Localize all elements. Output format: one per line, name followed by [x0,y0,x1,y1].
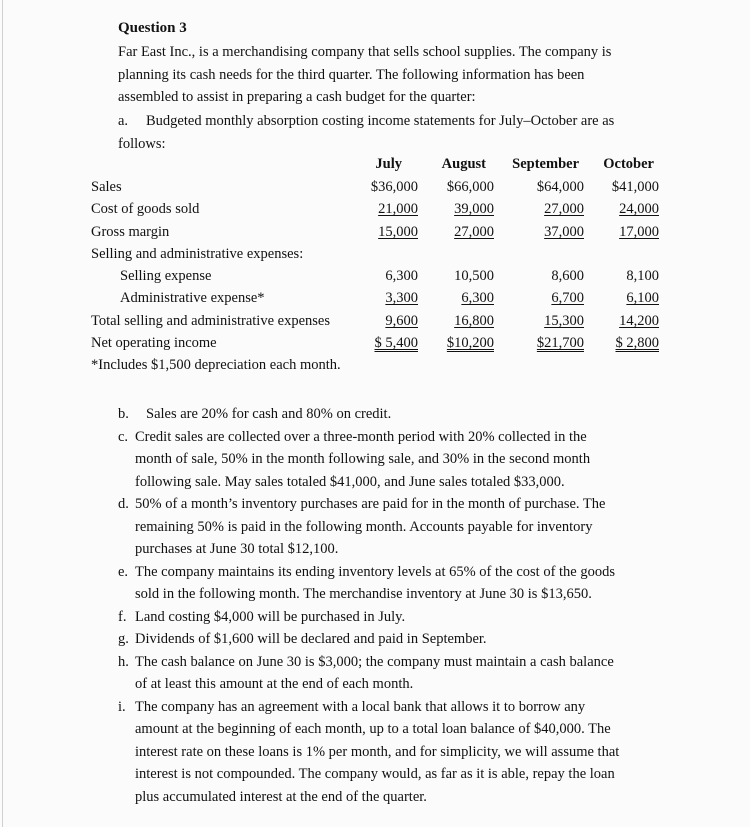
cell-selling-september: 8,600 [551,268,584,284]
item-marker: d. [118,496,129,512]
item-marker: g. [118,631,129,647]
cell-sales-september: $64,000 [536,179,584,195]
cell-admin-october: 6,100 [626,290,659,306]
column-header-september: September [512,156,579,172]
item-line: Dividends of $1,600 will be declared and paid in September. [135,631,487,647]
row-label-total-sga: Total selling and administrative expenses [91,313,330,329]
cell-noi-august: $10,200 [446,335,494,351]
item-a-marker: a. [118,113,129,129]
item-line: The company has an agreement with a local bank that allows it to borrow any [135,698,586,715]
cell-sales-july: $36,000 [370,179,418,195]
item-line: 50% of a month’s inventory purchases are paid for in the month of purchase. The [135,496,606,512]
cell-gross-margin-october: 17,000 [619,224,659,240]
cell-cogs-september: 27,000 [544,201,584,217]
item-marker: f. [118,608,127,625]
cell-total-sga-august: 16,800 [454,313,494,329]
item-marker: c. [118,428,129,445]
row-label-admin-expense: Administrative expense* [120,290,265,306]
row-label-selling-expense: Selling expense [120,268,212,284]
column-header-august: August [441,156,486,172]
list-item-h [118,651,658,696]
cell-noi-october: $ 2,800 [615,335,659,351]
item-line: purchases at June 30 total $12,100. [135,541,339,557]
cell-gross-margin-july: 15,000 [378,224,418,240]
list-item-f [118,606,658,629]
row-label-net-operating-income: Net operating income [91,335,217,351]
cell-noi-july: $ 5,400 [374,335,418,351]
cell-sales-august: $66,000 [446,179,494,195]
item-marker: i. [118,698,126,715]
cell-total-sga-july: 9,600 [385,313,418,329]
cell-noi-september: $21,700 [536,335,584,351]
list-item-e [118,561,658,606]
item-line: Sales are 20% for cash and 80% on credit. [146,406,392,422]
intro-paragraph [118,41,658,109]
row-label-gross-margin: Gross margin [91,224,170,240]
page-edge-line [2,0,3,827]
item-marker: b. [118,406,129,422]
column-header-july: July [375,156,402,172]
table-footnote: *Includes $1,500 depreciation each month. [91,357,341,373]
item-line: sold in the following month. The merchandise inventory at June 30 is $13,650. [135,586,592,602]
item-a-line: follows: [118,135,166,152]
item-line: remaining 50% is paid in the following month. Accounts payable for inventory [135,518,593,535]
item-line: interest is not compounded. The company would, as far as it is able, repay the loan [135,766,615,782]
items-list [118,403,658,808]
list-item-c [118,426,658,494]
cell-total-sga-september: 15,300 [544,313,584,329]
row-label-sales: Sales [91,179,122,195]
list-item-d [118,493,658,561]
item-marker: h. [118,653,129,670]
item-marker: e. [118,563,129,580]
item-a-line: Budgeted monthly absorption costing income statements for July–October are as [146,113,615,129]
intro-line: assembled to assist in preparing a cash budget for the quarter: [118,89,476,105]
cell-sales-october: $41,000 [611,179,659,195]
item-line: Credit sales are collected over a three-month period with 20% collected in the [135,428,587,445]
column-header-october: October [603,156,654,172]
cell-selling-august: 10,500 [454,268,494,284]
item-line: of at least this amount at the end of each month. [135,676,414,692]
list-item-i [118,696,658,809]
row-label-sga-header: Selling and administrative expenses: [91,246,304,262]
cell-cogs-july: 21,000 [378,201,418,217]
intro-line: planning its cash needs for the third quarter. The following information has been [118,66,585,83]
item-line: plus accumulated interest at the end of the quarter. [135,788,427,805]
question-title: Question 3 [118,20,187,36]
item-line: The company maintains its ending inventory levels at 65% of the cost of the goods [135,563,616,580]
cell-admin-september: 6,700 [551,290,584,306]
item-line: interest rate on these loans is 1% per month, and for simplicity, we will assume that [135,743,620,760]
cell-gross-margin-august: 27,000 [454,224,494,240]
item-line: Land costing $4,000 will be purchased in July. [135,608,406,625]
item-line: following sale. May sales totaled $41,000, and June sales totaled $33,000. [135,473,565,490]
cell-admin-august: 6,300 [461,290,494,306]
item-line: amount at the beginning of each month, up to a total loan balance of $40,000. The [135,721,611,737]
cell-selling-july: 6,300 [385,268,418,284]
cell-selling-october: 8,100 [626,268,659,284]
list-item-g [118,628,658,651]
list-item-b [118,403,658,426]
cell-gross-margin-september: 37,000 [544,224,584,240]
intro-line: Far East Inc., is a merchandising company that sells school supplies. The company is [118,44,612,60]
cell-admin-july: 3,300 [385,290,418,306]
item-a [118,110,658,155]
item-line: month of sale, 50% in the month following sale, and 30% in the second month [135,451,591,467]
cell-total-sga-october: 14,200 [619,313,659,329]
cell-cogs-august: 39,000 [454,201,494,217]
row-label-cogs: Cost of goods sold [91,201,200,217]
item-line: The cash balance on June 30 is $3,000; the company must maintain a cash balance [135,653,614,670]
cell-cogs-october: 24,000 [619,201,659,217]
